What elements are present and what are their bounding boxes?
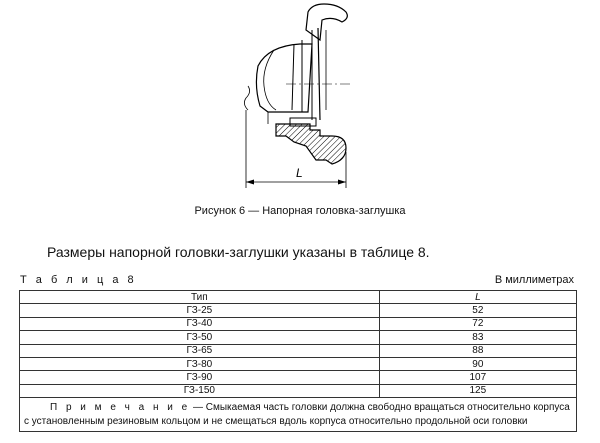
cell-length: 88 xyxy=(379,344,576,357)
cell-length: 52 xyxy=(379,304,576,317)
header-type: Тип xyxy=(20,291,380,304)
cell-length: 90 xyxy=(379,357,576,370)
cell-type: ГЗ-150 xyxy=(20,384,380,397)
table-title: Т а б л и ц а 8 xyxy=(20,274,137,286)
table-row xyxy=(20,344,577,357)
cell-type: ГЗ-65 xyxy=(20,344,380,357)
cell-length: 107 xyxy=(379,371,576,384)
cell-type: ГЗ-25 xyxy=(20,304,380,317)
table-row xyxy=(20,317,577,330)
cell-type: ГЗ-40 xyxy=(20,317,380,330)
dimensions-table xyxy=(19,290,577,432)
table-row xyxy=(20,304,577,317)
note-text: — Смыкаемая часть головки должна свободно вращаться относительно корпуса с установленным резиновым кольцом и не смещаться вдоль корпуса относительно продольной оси головки xyxy=(24,402,570,428)
table-row xyxy=(20,371,577,384)
cell-length: 125 xyxy=(379,384,576,397)
note-label: П р и м е ч а н и е xyxy=(50,402,191,414)
table-units: В миллиметрах xyxy=(494,274,574,286)
table-row xyxy=(20,357,577,370)
table-header-row xyxy=(20,291,577,304)
header-length: L xyxy=(379,291,576,304)
cell-type: ГЗ-90 xyxy=(20,371,380,384)
intro-paragraph: Размеры напорной головки-заглушки указаны в таблице 8. xyxy=(47,244,430,260)
table-row xyxy=(20,384,577,397)
figure-caption: Рисунок 6 — Напорная головка-заглушка xyxy=(194,205,406,217)
coupling-cap-drawing xyxy=(228,0,368,196)
table-note xyxy=(20,398,577,432)
dimension-l-label: L xyxy=(296,166,303,180)
cell-type: ГЗ-50 xyxy=(20,331,380,344)
cell-length: 72 xyxy=(379,317,576,330)
cell-type: ГЗ-80 xyxy=(20,357,380,370)
table-row xyxy=(20,331,577,344)
cell-length: 83 xyxy=(379,331,576,344)
table-note-row xyxy=(20,398,577,432)
